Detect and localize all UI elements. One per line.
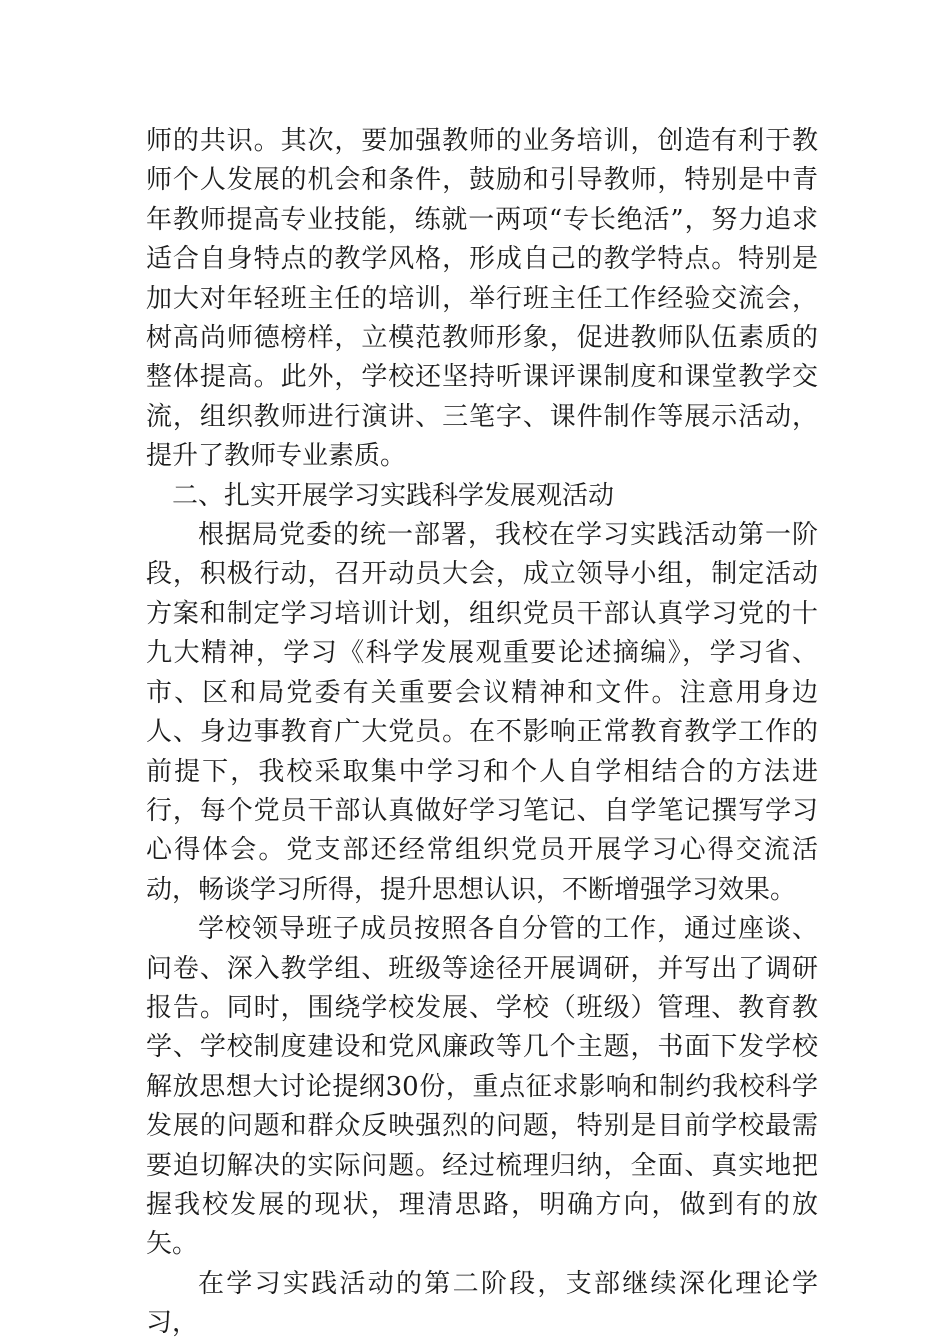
section-heading-2: 二、扎实开展学习实践科学发展观活动 (172, 480, 615, 511)
document-body (146, 122, 818, 1344)
paragraph-second-stage: 在学习实践活动的第二阶段，支部继续深化理论学习， (146, 1268, 818, 1339)
paragraph-research: 学校领导班子成员按照各自分管的工作，通过座谈、问卷、深入教学组、班级等途径开展调研，并写出了调研报告。同时，围绕学校发展、学校（班级）管理、教育教学、学校制度建设和党风廉政等几个主题，书面下发学校解放思想大讨论提纲30份，重点征求影响和制约我校科学发展的问题和群众反映强烈的问题，特别是目前学校最需要迫切解决的实际问题。经过梳理归纳，全面、真实地把握我校发展的现状，理清思路，明确方向，做到有的放矢。 (146, 914, 818, 1260)
paragraph-teacher-training: 师的共识。其次，要加强教师的业务培训，创造有利于教师个人发展的机会和条件，鼓励和引导教师，特别是中青年教师提高专业技能，练就一两项“专长绝活”，努力追求适合自身特点的教学风格，形成自己的教学特点。特别是加大对年轻班主任的培训，举行班主任工作经验交流会，树高尚师德榜样，立模范教师形象，促进教师队伍素质的整体提高。此外，学校还坚持听课评课制度和课堂教学交流，组织教师进行演讲、三笔字、课件制作等展示活动，提升了教师专业素质。 (146, 126, 818, 472)
paragraph-first-stage: 根据局党委的统一部署，我校在学习实践活动第一阶段，积极行动，召开动员大会，成立领导小组，制定活动方案和制定学习培训计划，组织党员干部认真学习党的十九大精神，学习《科学发展观重要论述摘编》，学习省、市、区和局党委有关重要会议精神和文件。注意用身边人、身边事教育广大党员。在不影响正常教育教学工作的前提下，我校采取集中学习和个人自学相结合的方法进行，每个党员干部认真做好学习笔记、自学笔记撰写学习心得体会。党支部还经常组织党员开展学习心得交流活动，畅谈学习所得，提升思想认识，不断增强学习效果。 (146, 520, 818, 905)
